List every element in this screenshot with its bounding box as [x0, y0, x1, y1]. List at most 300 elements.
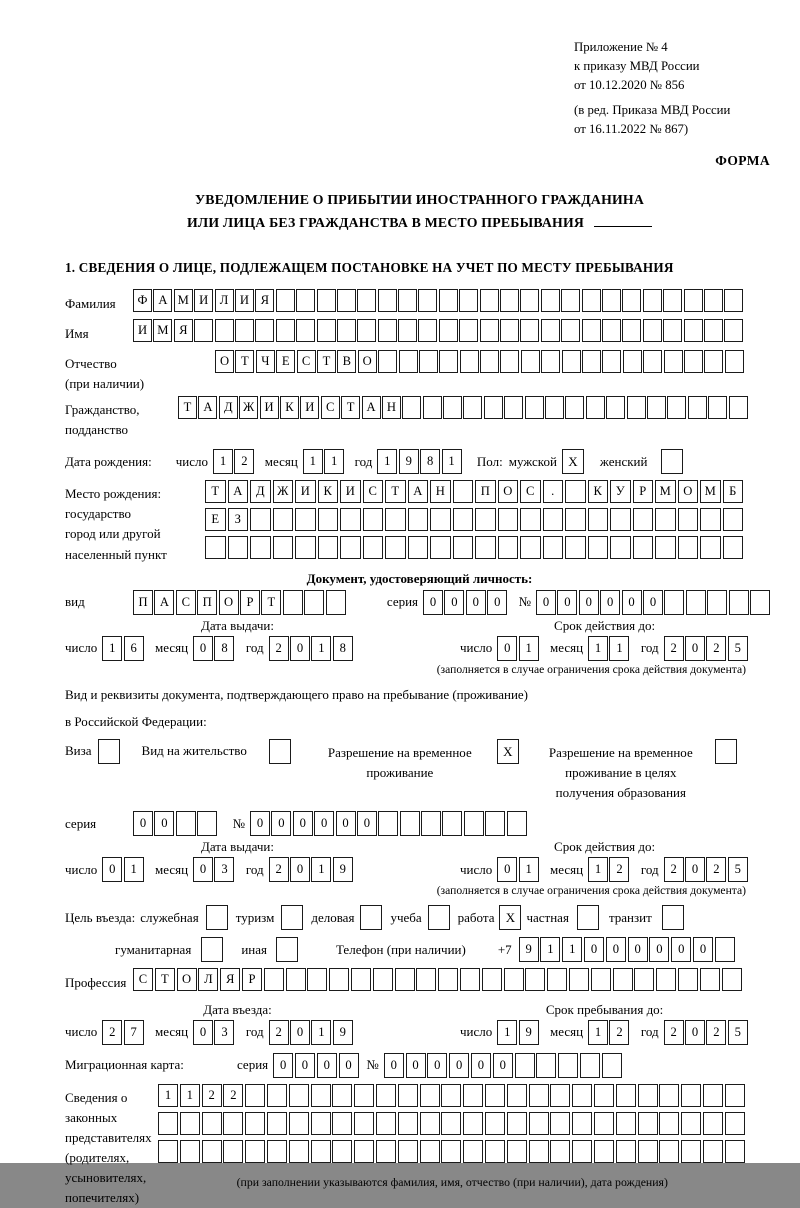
char-cell[interactable]: [357, 289, 376, 312]
char-cell[interactable]: [295, 508, 316, 531]
char-cell[interactable]: [659, 1112, 679, 1135]
char-cell[interactable]: Р: [242, 968, 262, 991]
char-cell[interactable]: [376, 1112, 396, 1135]
char-cell[interactable]: [708, 396, 727, 419]
char-cell[interactable]: [520, 536, 541, 559]
char-cell[interactable]: Т: [235, 350, 254, 373]
char-cell[interactable]: [704, 319, 723, 342]
char-cell[interactable]: [205, 536, 226, 559]
char-cell[interactable]: 0: [290, 857, 310, 882]
char-cell[interactable]: 9: [519, 1020, 539, 1045]
char-cell[interactable]: И: [260, 396, 279, 419]
stay-doc-number-cells[interactable]: [250, 811, 528, 836]
checkbox-purpose-transit[interactable]: [662, 905, 684, 930]
char-cell[interactable]: [416, 968, 436, 991]
char-cell[interactable]: 0: [273, 1053, 293, 1078]
char-cell[interactable]: [485, 1084, 505, 1107]
char-cell[interactable]: 2: [706, 636, 726, 661]
char-cell[interactable]: [441, 1084, 461, 1107]
char-cell[interactable]: [420, 1112, 440, 1135]
char-cell[interactable]: [572, 1112, 592, 1135]
char-cell[interactable]: [622, 319, 641, 342]
char-cell[interactable]: [223, 1140, 243, 1163]
char-cell[interactable]: А: [408, 480, 429, 503]
char-cell[interactable]: .: [543, 480, 564, 503]
char-cell[interactable]: 6: [124, 636, 144, 661]
char-cell[interactable]: [500, 350, 519, 373]
char-cell[interactable]: [627, 396, 646, 419]
doc-kind-cells[interactable]: [133, 590, 347, 615]
char-cell[interactable]: 0: [271, 811, 291, 836]
char-cell[interactable]: [363, 508, 384, 531]
char-cell[interactable]: [500, 289, 519, 312]
char-cell[interactable]: [723, 536, 744, 559]
char-cell[interactable]: [460, 350, 479, 373]
char-cell[interactable]: 0: [290, 636, 310, 661]
char-cell[interactable]: [202, 1112, 222, 1135]
char-cell[interactable]: [398, 1084, 418, 1107]
char-cell[interactable]: [460, 968, 480, 991]
birth-month-cells[interactable]: [303, 449, 346, 474]
checkbox-male[interactable]: X: [562, 449, 584, 474]
char-cell[interactable]: [453, 536, 474, 559]
char-cell[interactable]: [340, 536, 361, 559]
char-cell[interactable]: 0: [693, 937, 713, 962]
char-cell[interactable]: 0: [357, 811, 377, 836]
char-cell[interactable]: [725, 1084, 745, 1107]
char-cell[interactable]: 2: [706, 1020, 726, 1045]
char-cell[interactable]: [663, 319, 682, 342]
char-cell[interactable]: 0: [193, 1020, 213, 1045]
char-cell[interactable]: [430, 536, 451, 559]
checkbox-purpose-work[interactable]: X: [499, 905, 521, 930]
char-cell[interactable]: [550, 1140, 570, 1163]
char-cell[interactable]: А: [153, 289, 172, 312]
char-cell[interactable]: [337, 289, 356, 312]
char-cell[interactable]: 1: [124, 857, 144, 882]
char-cell[interactable]: А: [228, 480, 249, 503]
char-cell[interactable]: 0: [384, 1053, 404, 1078]
char-cell[interactable]: О: [177, 968, 197, 991]
char-cell[interactable]: 9: [333, 1020, 353, 1045]
char-cell[interactable]: [504, 968, 524, 991]
char-cell[interactable]: [419, 350, 438, 373]
char-cell[interactable]: [541, 319, 560, 342]
char-cell[interactable]: [638, 1140, 658, 1163]
char-cell[interactable]: 2: [706, 857, 726, 882]
char-cell[interactable]: М: [174, 289, 193, 312]
char-cell[interactable]: [664, 350, 683, 373]
char-cell[interactable]: [616, 1140, 636, 1163]
char-cell[interactable]: [245, 1112, 265, 1135]
char-cell[interactable]: [443, 396, 462, 419]
char-cell[interactable]: 1: [377, 449, 397, 474]
char-cell[interactable]: Я: [255, 289, 274, 312]
char-cell[interactable]: 1: [158, 1084, 178, 1107]
char-cell[interactable]: 1: [213, 449, 233, 474]
char-cell[interactable]: П: [197, 590, 217, 615]
char-cell[interactable]: [684, 289, 703, 312]
char-cell[interactable]: [664, 590, 684, 615]
char-cell[interactable]: [475, 508, 496, 531]
char-cell[interactable]: [158, 1112, 178, 1135]
char-cell[interactable]: [616, 1112, 636, 1135]
char-cell[interactable]: К: [318, 480, 339, 503]
char-cell[interactable]: [402, 396, 421, 419]
stay-doc-series-cells[interactable]: [133, 811, 219, 836]
char-cell[interactable]: [594, 1140, 614, 1163]
checkbox-temp-residence-education[interactable]: [715, 739, 737, 764]
char-cell[interactable]: [378, 289, 397, 312]
char-cell[interactable]: 2: [609, 1020, 629, 1045]
char-cell[interactable]: 9: [519, 937, 539, 962]
char-cell[interactable]: [480, 289, 499, 312]
char-cell[interactable]: [202, 1140, 222, 1163]
char-cell[interactable]: [354, 1112, 374, 1135]
char-cell[interactable]: [267, 1140, 287, 1163]
patronymic-cells[interactable]: [215, 350, 745, 373]
char-cell[interactable]: [376, 1084, 396, 1107]
char-cell[interactable]: [463, 1140, 483, 1163]
char-cell[interactable]: А: [154, 590, 174, 615]
char-cell[interactable]: М: [153, 319, 172, 342]
char-cell[interactable]: 0: [497, 636, 517, 661]
char-cell[interactable]: [643, 289, 662, 312]
char-cell[interactable]: [659, 1084, 679, 1107]
char-cell[interactable]: [418, 289, 437, 312]
char-cell[interactable]: [480, 350, 499, 373]
char-cell[interactable]: 0: [536, 590, 556, 615]
char-cell[interactable]: [561, 319, 580, 342]
char-cell[interactable]: 1: [519, 636, 539, 661]
citizenship-cells[interactable]: [178, 396, 749, 419]
char-cell[interactable]: 2: [234, 449, 254, 474]
char-cell[interactable]: [378, 811, 398, 836]
char-cell[interactable]: [704, 350, 723, 373]
char-cell[interactable]: 2: [609, 857, 629, 882]
char-cell[interactable]: [250, 536, 271, 559]
checkbox-visa[interactable]: [98, 739, 120, 764]
char-cell[interactable]: [704, 289, 723, 312]
char-cell[interactable]: [507, 1140, 527, 1163]
birth-place-row3[interactable]: [205, 536, 745, 559]
char-cell[interactable]: 1: [588, 857, 608, 882]
char-cell[interactable]: [623, 350, 642, 373]
char-cell[interactable]: [420, 1084, 440, 1107]
char-cell[interactable]: [550, 1112, 570, 1135]
char-cell[interactable]: [378, 350, 397, 373]
char-cell[interactable]: [498, 508, 519, 531]
char-cell[interactable]: [317, 289, 336, 312]
char-cell[interactable]: 1: [311, 857, 331, 882]
char-cell[interactable]: [529, 1112, 549, 1135]
entry-year[interactable]: [269, 1020, 355, 1045]
char-cell[interactable]: 8: [333, 636, 353, 661]
char-cell[interactable]: [529, 1140, 549, 1163]
doc-series-cells[interactable]: [423, 590, 509, 615]
char-cell[interactable]: [453, 480, 474, 503]
char-cell[interactable]: [610, 536, 631, 559]
char-cell[interactable]: Ф: [133, 289, 152, 312]
char-cell[interactable]: Е: [205, 508, 226, 531]
char-cell[interactable]: 2: [664, 636, 684, 661]
char-cell[interactable]: [634, 968, 654, 991]
char-cell[interactable]: [332, 1084, 352, 1107]
checkbox-purpose-humanitarian[interactable]: [201, 937, 223, 962]
char-cell[interactable]: [245, 1084, 265, 1107]
char-cell[interactable]: [572, 1140, 592, 1163]
char-cell[interactable]: [525, 396, 544, 419]
char-cell[interactable]: [529, 1084, 549, 1107]
char-cell[interactable]: [398, 319, 417, 342]
char-cell[interactable]: [329, 968, 349, 991]
char-cell[interactable]: А: [198, 396, 217, 419]
char-cell[interactable]: 0: [314, 811, 334, 836]
char-cell[interactable]: [430, 508, 451, 531]
char-cell[interactable]: [385, 536, 406, 559]
char-cell[interactable]: 2: [269, 1020, 289, 1045]
char-cell[interactable]: Ж: [239, 396, 258, 419]
char-cell[interactable]: И: [295, 480, 316, 503]
stay-doc-issue-day[interactable]: [102, 857, 145, 882]
char-cell[interactable]: 1: [442, 449, 462, 474]
char-cell[interactable]: 0: [622, 590, 642, 615]
char-cell[interactable]: [588, 508, 609, 531]
char-cell[interactable]: [606, 396, 625, 419]
char-cell[interactable]: [398, 289, 417, 312]
char-cell[interactable]: [180, 1112, 200, 1135]
char-cell[interactable]: [482, 968, 502, 991]
char-cell[interactable]: 0: [406, 1053, 426, 1078]
stay-doc-valid-day[interactable]: [497, 857, 540, 882]
char-cell[interactable]: [633, 536, 654, 559]
char-cell[interactable]: П: [475, 480, 496, 503]
char-cell[interactable]: [602, 289, 621, 312]
birth-place-row1[interactable]: [205, 480, 745, 503]
char-cell[interactable]: [475, 536, 496, 559]
char-cell[interactable]: [332, 1112, 352, 1135]
char-cell[interactable]: И: [133, 319, 152, 342]
char-cell[interactable]: [228, 536, 249, 559]
checkbox-residence-permit[interactable]: [269, 739, 291, 764]
char-cell[interactable]: [602, 319, 621, 342]
char-cell[interactable]: [616, 1084, 636, 1107]
char-cell[interactable]: [569, 968, 589, 991]
char-cell[interactable]: И: [194, 289, 213, 312]
char-cell[interactable]: [267, 1084, 287, 1107]
char-cell[interactable]: Ч: [256, 350, 275, 373]
char-cell[interactable]: С: [321, 396, 340, 419]
char-cell[interactable]: Р: [240, 590, 260, 615]
char-cell[interactable]: [633, 508, 654, 531]
char-cell[interactable]: Д: [219, 396, 238, 419]
char-cell[interactable]: 2: [269, 636, 289, 661]
char-cell[interactable]: [700, 508, 721, 531]
char-cell[interactable]: 0: [427, 1053, 447, 1078]
char-cell[interactable]: Н: [430, 480, 451, 503]
char-cell[interactable]: [459, 289, 478, 312]
char-cell[interactable]: 2: [664, 1020, 684, 1045]
char-cell[interactable]: [562, 350, 581, 373]
char-cell[interactable]: [255, 319, 274, 342]
char-cell[interactable]: [354, 1084, 374, 1107]
char-cell[interactable]: [408, 508, 429, 531]
char-cell[interactable]: Т: [385, 480, 406, 503]
checkbox-temp-residence[interactable]: X: [497, 739, 519, 764]
checkbox-female[interactable]: [661, 449, 683, 474]
doc-valid-day[interactable]: [497, 636, 540, 661]
phone-cells[interactable]: [519, 937, 737, 962]
char-cell[interactable]: 1: [311, 1020, 331, 1045]
char-cell[interactable]: [439, 350, 458, 373]
char-cell[interactable]: [423, 396, 442, 419]
char-cell[interactable]: [318, 536, 339, 559]
char-cell[interactable]: [354, 1140, 374, 1163]
checkbox-purpose-private[interactable]: [577, 905, 599, 930]
char-cell[interactable]: Л: [215, 289, 234, 312]
char-cell[interactable]: [586, 396, 605, 419]
representatives-row3[interactable]: [158, 1140, 747, 1163]
char-cell[interactable]: [684, 319, 703, 342]
char-cell[interactable]: 0: [671, 937, 691, 962]
char-cell[interactable]: [311, 1112, 331, 1135]
char-cell[interactable]: И: [340, 480, 361, 503]
char-cell[interactable]: [500, 319, 519, 342]
stay-doc-issue-year[interactable]: [269, 857, 355, 882]
char-cell[interactable]: [729, 396, 748, 419]
name-cells[interactable]: [133, 319, 745, 342]
char-cell[interactable]: [332, 1140, 352, 1163]
char-cell[interactable]: [442, 811, 462, 836]
char-cell[interactable]: 0: [643, 590, 663, 615]
birth-day-cells[interactable]: [213, 449, 256, 474]
char-cell[interactable]: [643, 319, 662, 342]
char-cell[interactable]: [565, 536, 586, 559]
char-cell[interactable]: И: [300, 396, 319, 419]
char-cell[interactable]: [580, 1053, 600, 1078]
char-cell[interactable]: [421, 811, 441, 836]
doc-issue-year[interactable]: [269, 636, 355, 661]
char-cell[interactable]: [678, 536, 699, 559]
char-cell[interactable]: [245, 1140, 265, 1163]
char-cell[interactable]: 0: [600, 590, 620, 615]
char-cell[interactable]: 0: [685, 636, 705, 661]
char-cell[interactable]: [543, 536, 564, 559]
char-cell[interactable]: 3: [214, 857, 234, 882]
char-cell[interactable]: [180, 1140, 200, 1163]
char-cell[interactable]: 5: [728, 1020, 748, 1045]
char-cell[interactable]: [750, 590, 770, 615]
char-cell[interactable]: 1: [102, 636, 122, 661]
char-cell[interactable]: [582, 289, 601, 312]
char-cell[interactable]: [264, 968, 284, 991]
char-cell[interactable]: [550, 1084, 570, 1107]
char-cell[interactable]: 0: [557, 590, 577, 615]
char-cell[interactable]: [295, 536, 316, 559]
char-cell[interactable]: [373, 968, 393, 991]
char-cell[interactable]: 1: [180, 1084, 200, 1107]
surname-cells[interactable]: [133, 289, 745, 312]
char-cell[interactable]: [703, 1140, 723, 1163]
char-cell[interactable]: [681, 1084, 701, 1107]
char-cell[interactable]: [158, 1140, 178, 1163]
char-cell[interactable]: О: [215, 350, 234, 373]
char-cell[interactable]: [438, 968, 458, 991]
char-cell[interactable]: [602, 1053, 622, 1078]
char-cell[interactable]: 1: [303, 449, 323, 474]
char-cell[interactable]: 1: [497, 1020, 517, 1045]
char-cell[interactable]: 2: [664, 857, 684, 882]
char-cell[interactable]: Д: [250, 480, 271, 503]
char-cell[interactable]: 7: [124, 1020, 144, 1045]
char-cell[interactable]: [723, 508, 744, 531]
char-cell[interactable]: [453, 508, 474, 531]
char-cell[interactable]: П: [133, 590, 153, 615]
char-cell[interactable]: З: [228, 508, 249, 531]
char-cell[interactable]: [638, 1084, 658, 1107]
char-cell[interactable]: [725, 1140, 745, 1163]
char-cell[interactable]: 0: [449, 1053, 469, 1078]
stay-doc-valid-month[interactable]: [588, 857, 631, 882]
char-cell[interactable]: [463, 396, 482, 419]
char-cell[interactable]: [250, 508, 271, 531]
char-cell[interactable]: [582, 319, 601, 342]
char-cell[interactable]: Т: [155, 968, 175, 991]
checkbox-purpose-study[interactable]: [428, 905, 450, 930]
char-cell[interactable]: Б: [723, 480, 744, 503]
char-cell[interactable]: [400, 811, 420, 836]
char-cell[interactable]: [485, 811, 505, 836]
char-cell[interactable]: Ж: [273, 480, 294, 503]
char-cell[interactable]: [656, 968, 676, 991]
stay-until-day[interactable]: [497, 1020, 540, 1045]
char-cell[interactable]: [707, 590, 727, 615]
char-cell[interactable]: [622, 289, 641, 312]
char-cell[interactable]: [507, 811, 527, 836]
char-cell[interactable]: [326, 590, 346, 615]
representatives-row2[interactable]: [158, 1112, 747, 1135]
char-cell[interactable]: 0: [295, 1053, 315, 1078]
char-cell[interactable]: К: [280, 396, 299, 419]
char-cell[interactable]: [541, 289, 560, 312]
char-cell[interactable]: Т: [178, 396, 197, 419]
char-cell[interactable]: [296, 319, 315, 342]
char-cell[interactable]: [521, 350, 540, 373]
char-cell[interactable]: 1: [562, 937, 582, 962]
char-cell[interactable]: [357, 319, 376, 342]
char-cell[interactable]: [399, 350, 418, 373]
char-cell[interactable]: [283, 590, 303, 615]
char-cell[interactable]: [565, 480, 586, 503]
char-cell[interactable]: М: [655, 480, 676, 503]
char-cell[interactable]: [197, 811, 217, 836]
checkbox-purpose-tourism[interactable]: [281, 905, 303, 930]
char-cell[interactable]: [378, 319, 397, 342]
stay-doc-issue-month[interactable]: [193, 857, 236, 882]
char-cell[interactable]: [602, 350, 621, 373]
char-cell[interactable]: [681, 1140, 701, 1163]
char-cell[interactable]: С: [297, 350, 316, 373]
char-cell[interactable]: Е: [276, 350, 295, 373]
char-cell[interactable]: А: [362, 396, 381, 419]
char-cell[interactable]: О: [498, 480, 519, 503]
char-cell[interactable]: 1: [324, 449, 344, 474]
char-cell[interactable]: [594, 1112, 614, 1135]
char-cell[interactable]: 0: [584, 937, 604, 962]
char-cell[interactable]: 0: [336, 811, 356, 836]
char-cell[interactable]: Т: [261, 590, 281, 615]
char-cell[interactable]: [582, 350, 601, 373]
